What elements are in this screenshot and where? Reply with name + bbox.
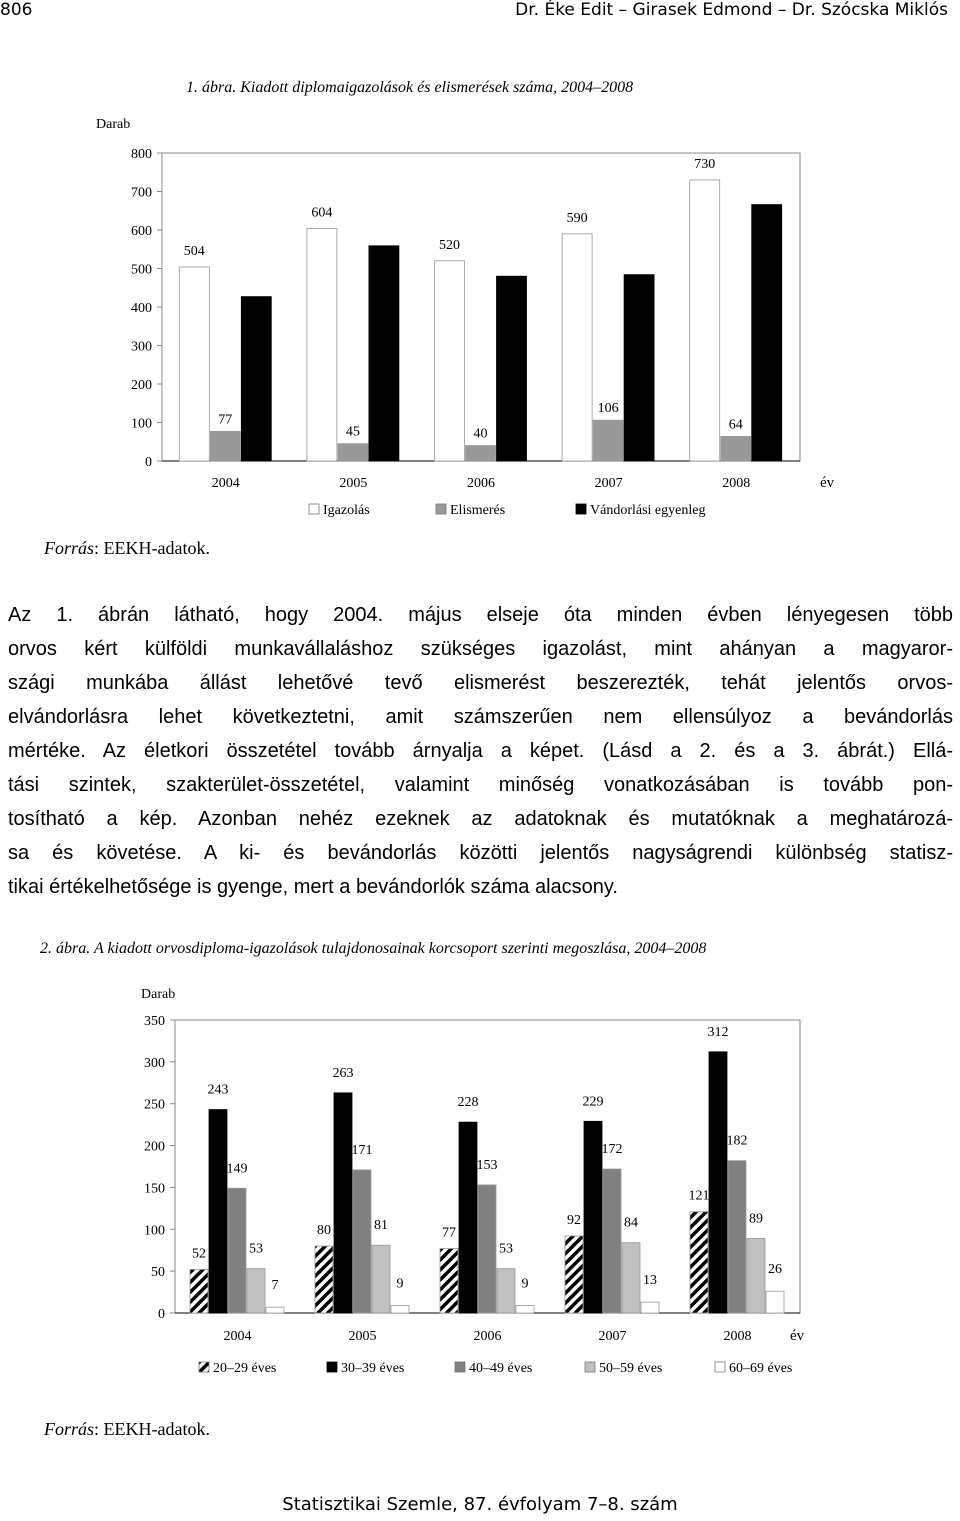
paragraph-line: tikai értékelhetősége is gyenge, mert a bevándorlók száma alacsony. (8, 876, 618, 898)
figure2-source-label: Forrás (44, 1419, 95, 1439)
bar (338, 444, 368, 461)
paragraph-line: mértéke. Az életkori összetétel tovább árnyalja a képet. (Lásd a 2. és a 3. ábrát.) Ellá- (8, 740, 953, 762)
figure2-caption (40, 940, 706, 958)
data-label: 229 (582, 1094, 604, 1110)
bar (766, 1291, 784, 1313)
bar (562, 234, 592, 461)
bar (709, 1052, 727, 1313)
data-label: 243 (207, 1082, 229, 1098)
paragraph-line: elvándorlásra lehet következtetni, amit számszerűen nem ellensúlyoz a bevándorlás (8, 706, 953, 728)
y-axis-label: Darab (141, 987, 176, 1002)
legend-swatch (309, 504, 319, 514)
data-label: 604 (311, 205, 333, 221)
bar (516, 1305, 534, 1313)
y-tick-label: 300 (144, 1055, 165, 1071)
bar (334, 1093, 352, 1313)
paragraph-line: Az 1. ábrán látható, hogy 2004. május elseje óta minden évben lényegesen több (8, 604, 953, 626)
data-label: 9 (396, 1276, 404, 1292)
x-axis-label: év (790, 1328, 805, 1344)
bar (593, 420, 623, 461)
legend-label: 50–59 éves (599, 1361, 663, 1376)
bar (353, 1170, 371, 1313)
data-label: 53 (249, 1241, 263, 1257)
y-tick-label: 0 (158, 1307, 165, 1322)
data-label: 106 (597, 401, 619, 417)
data-label: 520 (439, 237, 460, 253)
data-label: 7 (271, 1278, 279, 1294)
legend-label: 60–69 éves (729, 1361, 793, 1376)
bar (466, 446, 496, 461)
y-tick-label: 150 (144, 1181, 165, 1197)
bar (690, 1212, 708, 1313)
data-label: 121 (688, 1188, 710, 1204)
data-label: 9 (521, 1276, 529, 1292)
bar (440, 1249, 458, 1313)
data-label: 92 (567, 1212, 581, 1228)
y-tick-label: 0 (145, 455, 152, 470)
figure1-source (44, 538, 210, 559)
bar (690, 180, 720, 461)
figure1-caption-number: 1. ábra. (186, 79, 237, 96)
data-label: 81 (374, 1218, 388, 1234)
bar (190, 1269, 208, 1313)
data-label: 559 (371, 270, 393, 286)
x-tick-label: 2004 (211, 476, 240, 491)
data-label: 40 (473, 426, 488, 442)
data-label: 77 (442, 1225, 456, 1241)
x-tick-label: 2008 (723, 1329, 752, 1344)
y-tick-label: 400 (131, 301, 152, 316)
legend-swatch (455, 1362, 465, 1372)
bar (603, 1169, 621, 1313)
data-label: 77 (218, 412, 233, 428)
y-tick-label: 200 (144, 1139, 165, 1155)
paragraph-line: sa és követése. A ki- és bevándorlás közötti jelentős nagyságrendi különbség statisz- (8, 842, 953, 864)
bar (747, 1238, 765, 1313)
bar (210, 431, 240, 461)
y-tick-label: 800 (131, 147, 152, 162)
bar (266, 1307, 284, 1313)
figure1-chart (0, 108, 960, 528)
data-label: 182 (726, 1133, 748, 1149)
data-label: 80 (317, 1223, 331, 1239)
data-label: 149 (226, 1161, 248, 1177)
y-tick-label: 50 (151, 1265, 165, 1281)
bar (584, 1121, 602, 1313)
page-number: 806 (0, 0, 33, 20)
bar (728, 1161, 746, 1313)
data-label: 480 (499, 301, 520, 317)
data-label: 53 (499, 1241, 513, 1257)
x-tick-label: 2006 (467, 476, 495, 491)
y-tick-label: 300 (131, 339, 152, 355)
bar (391, 1305, 409, 1313)
bar (435, 261, 465, 461)
legend-label: Elismerés (450, 503, 506, 518)
x-axis-label: év (820, 475, 835, 491)
data-label: 730 (694, 156, 716, 172)
body-paragraph (8, 598, 953, 904)
bar (179, 267, 209, 461)
figure1-caption-text: Kiadott diplomaigazolások és elismerések száma, 2004–2008 (240, 79, 634, 96)
paragraph-line: tosítható a kép. Azonban nehéz ezeknek az adatoknak és mutatóknak a meghatározá- (8, 808, 953, 830)
y-axis-label: Darab (96, 117, 131, 132)
legend-swatch (199, 1362, 209, 1372)
bar (228, 1188, 246, 1313)
legend-label: Igazolás (323, 503, 370, 518)
y-tick-label: 350 (144, 1014, 165, 1029)
y-tick-label: 100 (144, 1223, 165, 1239)
bar (307, 228, 337, 461)
y-tick-label: 700 (131, 185, 152, 201)
figure2-caption-number: 2. ábra. (40, 940, 91, 957)
legend-swatch (327, 1362, 337, 1372)
legend-label: Vándorlási egyenleg (590, 503, 706, 518)
x-tick-label: 2007 (594, 476, 623, 491)
data-label: 484 (626, 299, 648, 315)
data-label: 427 (243, 321, 265, 337)
y-tick-label: 250 (144, 1097, 165, 1113)
y-tick-label: 500 (131, 262, 152, 278)
data-label: 45 (345, 424, 360, 440)
y-tick-label: 100 (131, 416, 152, 432)
x-tick-label: 2005 (348, 1329, 377, 1344)
data-label: 312 (707, 1024, 729, 1040)
figure1-caption (186, 79, 633, 97)
data-label: 171 (351, 1142, 373, 1158)
bar (478, 1185, 496, 1313)
bar (622, 1243, 640, 1313)
paragraph-line: tási szintek, szakterület-összetétel, valamint minőség vonatkozásában is tovább pon- (8, 774, 953, 796)
data-label: 84 (624, 1215, 638, 1231)
paragraph-line: orvos kért külföldi munkavállaláshoz szükséges igazolást, mint ahányan a magyaror- (8, 638, 953, 660)
bar (459, 1122, 477, 1313)
x-tick-label: 2007 (598, 1329, 627, 1344)
x-tick-label: 2008 (722, 476, 751, 491)
y-tick-label: 600 (131, 224, 152, 239)
bar (372, 1245, 390, 1313)
bar (641, 1302, 659, 1313)
y-tick-label: 200 (131, 378, 152, 393)
bar (497, 1269, 515, 1313)
data-label: 153 (476, 1157, 498, 1173)
data-label: 590 (566, 210, 588, 226)
data-label: 504 (183, 243, 205, 259)
data-label: 89 (749, 1211, 763, 1227)
bar (247, 1269, 265, 1313)
x-tick-label: 2004 (223, 1329, 252, 1344)
paragraph-line: szági munkába állást lehetővé tevő elismerést beszerezték, tehát jelentős orvos- (8, 672, 953, 694)
figure1-source-text: : EEKH-adatok. (94, 538, 210, 558)
legend-label: 30–39 éves (341, 1361, 405, 1376)
legend-swatch (436, 504, 446, 514)
bar (565, 1236, 583, 1313)
x-tick-label: 2005 (339, 476, 368, 491)
data-label: 13 (643, 1273, 657, 1289)
data-label: 172 (601, 1142, 623, 1158)
x-tick-label: 2006 (473, 1329, 502, 1344)
data-label: 263 (332, 1065, 354, 1081)
bar (721, 436, 751, 461)
figure1-source-label: Forrás (44, 538, 95, 558)
data-label: 52 (192, 1246, 206, 1262)
legend-label: 40–49 éves (469, 1361, 533, 1376)
bar (315, 1246, 333, 1313)
running-header-authors: Dr. Éke Edit – Girasek Edmond – Dr. Szócska Miklós (515, 0, 948, 20)
bar (209, 1110, 227, 1313)
legend-swatch (715, 1362, 725, 1372)
data-label: 26 (768, 1262, 782, 1278)
figure2-source-text: : EEKH-adatok. (94, 1419, 210, 1439)
figure2-source (44, 1419, 210, 1440)
figure2-caption-text: A kiadott orvosdiploma-igazolások tulajdonosainak korcsoport szerinti megoszlása, 2004–2008 (93, 940, 707, 957)
figure2-chart (0, 975, 960, 1385)
data-label: 228 (457, 1095, 479, 1111)
legend-swatch (576, 504, 586, 514)
data-label: 666 (754, 229, 776, 245)
legend-label: 20–29 éves (213, 1361, 277, 1376)
data-label: 64 (728, 417, 743, 433)
legend-swatch (585, 1362, 595, 1372)
journal-footer: Statisztikai Szemle, 87. évfolyam 7–8. szám (282, 1494, 678, 1515)
